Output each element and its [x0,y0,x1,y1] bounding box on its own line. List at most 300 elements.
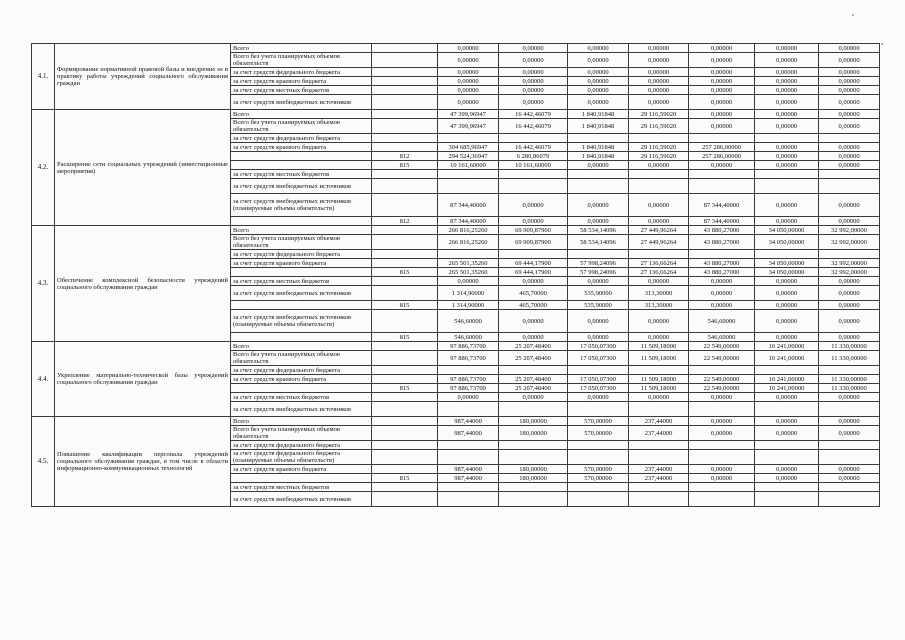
funding-source [231,384,372,393]
amount-cell: 0,00000 [819,333,880,342]
amount-cell: 0,00000 [568,277,629,286]
amount-cell [755,441,819,450]
amount-cell: 16 442,46079 [499,110,568,119]
amount-cell: 27 136,66264 [629,268,689,277]
amount-cell [499,441,568,450]
funding-source: Всего [231,44,372,53]
amount-cell: 43 880,27000 [689,226,755,235]
amount-cell: 0,00000 [499,68,568,77]
amount-cell: 0,00000 [755,110,819,119]
amount-cell: 0,00000 [689,277,755,286]
funding-source: за счет средств местных бюджетов [231,170,372,179]
funding-source: Всего без учета планируемых объемов обязательств [231,235,372,250]
amount-cell: 987,44000 [438,474,499,483]
amount-cell [755,366,819,375]
amount-cell [819,450,880,465]
funding-source: Всего [231,417,372,426]
amount-cell: 0,00000 [755,286,819,301]
amount-cell: 0,00000 [568,53,629,68]
amount-cell [438,179,499,194]
amount-cell: 0,00000 [755,417,819,426]
amount-cell: 535,90000 [568,286,629,301]
funding-source: Всего [231,226,372,235]
funding-source: за счет средств внебюджетных источников [231,286,372,301]
amount-cell: 0,00000 [689,161,755,170]
amount-cell [755,170,819,179]
amount-cell: 0,00000 [689,465,755,474]
amount-cell [629,366,689,375]
amount-cell: 237,44000 [629,426,689,441]
funding-source: за счет средств краевого бюджета [231,465,372,474]
amount-cell: 25 207,48400 [499,375,568,384]
amount-cell: 570,00000 [568,474,629,483]
amount-cell [499,134,568,143]
amount-cell: 69 909,87900 [499,226,568,235]
amount-cell: 0,00000 [499,95,568,110]
amount-cell [438,366,499,375]
amount-cell: 29 116,59020 [629,110,689,119]
amount-cell [629,483,689,492]
amount-cell: 29 116,59020 [629,143,689,152]
funding-source [231,217,372,226]
amount-cell: 0,00000 [438,44,499,53]
budget-code [372,53,438,68]
amount-cell: 0,00000 [689,53,755,68]
amount-cell: 180,00000 [499,426,568,441]
budget-code: 812 [372,152,438,161]
amount-cell: 0,00000 [689,86,755,95]
amount-cell [629,450,689,465]
amount-cell: 987,44000 [438,426,499,441]
funding-source: за счет средств федерального бюджета [231,134,372,143]
amount-cell: 0,00000 [629,333,689,342]
amount-cell [568,170,629,179]
amount-cell: 11 330,00000 [819,375,880,384]
funding-source [231,152,372,161]
amount-cell: 0,00000 [755,86,819,95]
amount-cell: 313,30000 [629,286,689,301]
amount-cell: 22 549,00000 [689,342,755,351]
amount-cell [819,250,880,259]
amount-cell: 1 840,91848 [568,110,629,119]
amount-cell: 0,00000 [819,143,880,152]
amount-cell: 0,00000 [629,194,689,217]
budget-code: 815 [372,301,438,310]
amount-cell: 0,00000 [499,86,568,95]
amount-cell: 0,00000 [689,426,755,441]
amount-cell: 0,00000 [755,474,819,483]
amount-cell [819,441,880,450]
amount-cell: 34 050,00000 [755,226,819,235]
amount-cell: 57 998,24096 [568,259,629,268]
amount-cell: 0,00000 [819,95,880,110]
budget-code [372,310,438,333]
amount-cell [755,483,819,492]
amount-cell: 34 050,00000 [755,235,819,250]
funding-source [231,333,372,342]
amount-cell: 17 050,07300 [568,351,629,366]
amount-cell: 0,00000 [629,310,689,333]
amount-cell [755,134,819,143]
amount-cell: 1 840,91848 [568,143,629,152]
amount-cell [819,402,880,417]
budget-code [372,86,438,95]
budget-code [372,143,438,152]
amount-cell: 0,00000 [819,77,880,86]
amount-cell: 27 449,96264 [629,235,689,250]
amount-cell: 11 509,18000 [629,342,689,351]
amount-cell: 313,30000 [629,301,689,310]
amount-cell: 0,00000 [629,217,689,226]
amount-cell: 10 161,60000 [438,161,499,170]
amount-cell: 0,00000 [819,53,880,68]
funding-source: Всего без учета планируемых объемов обязательств [231,351,372,366]
amount-cell: 266 816,25260 [438,235,499,250]
amount-cell: 0,00000 [689,393,755,402]
amount-cell: 0,00000 [755,333,819,342]
amount-cell [499,179,568,194]
funding-source: за счет средств внебюджетных источников [231,179,372,194]
amount-cell: 32 992,00000 [819,235,880,250]
amount-cell: 1 840,91848 [568,152,629,161]
amount-cell: 0,00000 [755,77,819,86]
budget-code [372,393,438,402]
amount-cell [689,250,755,259]
budget-code [372,286,438,301]
amount-cell [629,492,689,507]
amount-cell: 0,00000 [819,86,880,95]
amount-cell [499,450,568,465]
amount-cell: 0,00000 [438,53,499,68]
amount-cell: 0,00000 [499,217,568,226]
amount-cell [438,250,499,259]
amount-cell: 546,60000 [689,310,755,333]
amount-cell: 0,00000 [755,95,819,110]
table-row [32,342,880,351]
amount-cell [689,402,755,417]
amount-cell: 0,00000 [568,310,629,333]
budget-code: 815 [372,384,438,393]
amount-cell [568,483,629,492]
amount-cell: 11 509,18000 [629,384,689,393]
amount-cell [499,483,568,492]
amount-cell: 32 992,00000 [819,259,880,268]
amount-cell: 58 534,14096 [568,226,629,235]
budget-code [372,417,438,426]
amount-cell: 29 116,59020 [629,119,689,134]
amount-cell: 0,00000 [689,77,755,86]
amount-cell: 0,00000 [499,77,568,86]
funding-source [231,301,372,310]
amount-cell: 11 330,00000 [819,384,880,393]
amount-cell: 22 549,00000 [689,384,755,393]
amount-cell: 546,60000 [438,310,499,333]
amount-cell: 25 207,48400 [499,384,568,393]
amount-cell: 294 524,36947 [438,152,499,161]
budget-code [372,68,438,77]
table-row [32,44,880,53]
budget-code [372,194,438,217]
amount-cell: 987,44000 [438,417,499,426]
amount-cell: 69 444,17900 [499,268,568,277]
amount-cell: 25 207,48400 [499,351,568,366]
amount-cell: 0,00000 [755,217,819,226]
amount-cell [438,441,499,450]
amount-cell: 0,00000 [819,119,880,134]
amount-cell [438,483,499,492]
amount-cell: 34 050,00000 [755,259,819,268]
amount-cell: 0,00000 [629,77,689,86]
budget-code [372,483,438,492]
amount-cell [689,366,755,375]
amount-cell [568,402,629,417]
amount-cell: 0,00000 [755,119,819,134]
amount-cell: 0,00000 [689,286,755,301]
funding-source: Всего без учета планируемых объемов обязательств [231,53,372,68]
funding-source: за счет средств внебюджетных источников [231,492,372,507]
funding-source: за счет средств краевого бюджета [231,77,372,86]
amount-cell: 10 161,60000 [499,161,568,170]
budget-code: 815 [372,268,438,277]
amount-cell [819,170,880,179]
amount-cell: 97 886,73700 [438,342,499,351]
amount-cell: 0,00000 [568,86,629,95]
amount-cell: 0,00000 [689,95,755,110]
amount-cell: 87 344,40000 [689,217,755,226]
budget-code [372,95,438,110]
amount-cell: 465,70000 [499,286,568,301]
amount-cell: 0,00000 [819,152,880,161]
amount-cell: 180,00000 [499,474,568,483]
budget-code [372,441,438,450]
amount-cell: 11 509,18000 [629,351,689,366]
amount-cell [438,402,499,417]
amount-cell: 32 992,00000 [819,226,880,235]
amount-cell: 11 330,00000 [819,351,880,366]
section-number: 4.1. [32,44,55,110]
funding-source: за счет средств федерального бюджета (планируемые объемы обязательств) [231,450,372,465]
amount-cell [689,134,755,143]
amount-cell: 237,44000 [629,474,689,483]
amount-cell: 0,00000 [755,152,819,161]
amount-cell [689,441,755,450]
amount-cell: 0,00000 [819,474,880,483]
amount-cell: 97 886,73700 [438,351,499,366]
amount-cell: 0,00000 [568,217,629,226]
measure-name: Формирование нормативной правовой базы и внедрение ее в практику работы учреждений социального обслуживания граждан [55,44,231,110]
amount-cell: 0,00000 [438,77,499,86]
table-row [32,417,880,426]
amount-cell: 0,00000 [629,95,689,110]
amount-cell: 0,00000 [499,44,568,53]
amount-cell [629,402,689,417]
funding-source: Всего без учета планируемых объемов обязательств [231,426,372,441]
amount-cell: 69 909,87900 [499,235,568,250]
budget-code [372,77,438,86]
amount-cell [499,250,568,259]
amount-cell: 0,00000 [629,161,689,170]
amount-cell: 0,00000 [499,53,568,68]
amount-cell: 22 549,00000 [689,375,755,384]
funding-source: за счет средств местных бюджетов [231,483,372,492]
budget-table-body [32,44,880,507]
section-number: 4.3. [32,226,55,342]
section-number: 4.4. [32,342,55,417]
amount-cell: 17 050,07300 [568,384,629,393]
amount-cell: 0,00000 [755,53,819,68]
amount-cell: 0,00000 [755,68,819,77]
amount-cell [819,134,880,143]
amount-cell: 0,00000 [819,426,880,441]
amount-cell: 10 241,00000 [755,342,819,351]
amount-cell: 0,00000 [438,86,499,95]
amount-cell [438,170,499,179]
amount-cell [755,450,819,465]
amount-cell: 0,00000 [819,310,880,333]
amount-cell: 0,00000 [819,465,880,474]
funding-source: за счет средств федерального бюджета [231,68,372,77]
amount-cell: 0,00000 [629,53,689,68]
measure-name: Укрепление материально-технической базы учреждений социального обслуживания граждан [55,342,231,417]
amount-cell: 0,00000 [819,161,880,170]
amount-cell: 237,44000 [629,465,689,474]
amount-cell: 17 050,07300 [568,375,629,384]
amount-cell: 43 880,27000 [689,235,755,250]
amount-cell: 0,00000 [499,194,568,217]
amount-cell [629,250,689,259]
amount-cell [568,366,629,375]
amount-cell: 57 998,24096 [568,268,629,277]
funding-source: Всего без учета планируемых объемов обязательств [231,119,372,134]
funding-source: за счет средств краевого бюджета [231,375,372,384]
budget-code [372,492,438,507]
budget-code [372,342,438,351]
amount-cell: 0,00000 [819,217,880,226]
amount-cell: 27 136,66264 [629,259,689,268]
funding-source: за счет средств местных бюджетов [231,86,372,95]
amount-cell [568,492,629,507]
amount-cell: 257 286,00000 [689,152,755,161]
funding-source: за счет средств федерального бюджета [231,441,372,450]
amount-cell: 257 286,00000 [689,143,755,152]
funding-source [231,474,372,483]
amount-cell [629,170,689,179]
amount-cell: 0,00000 [755,44,819,53]
budget-code [372,366,438,375]
funding-source: за счет средств краевого бюджета [231,143,372,152]
amount-cell: 0,00000 [438,393,499,402]
amount-cell [689,483,755,492]
amount-cell: 0,00000 [689,417,755,426]
amount-cell: 0,00000 [819,44,880,53]
funding-source: за счет средств внебюджетных источников (планируемые объемы обязательств) [231,194,372,217]
amount-cell: 546,60000 [689,333,755,342]
amount-cell [438,134,499,143]
amount-cell: 25 207,48400 [499,342,568,351]
measure-name: Обеспечение комплексной безопасности учреждений социального обслуживания граждан [55,226,231,342]
budget-code [372,110,438,119]
amount-cell [438,492,499,507]
amount-cell: 0,00000 [568,95,629,110]
budget-code [372,235,438,250]
amount-cell [499,170,568,179]
budget-code [372,450,438,465]
amount-cell: 43 880,27000 [689,268,755,277]
amount-cell: 0,00000 [629,44,689,53]
amount-cell [499,366,568,375]
amount-cell: 10 241,00000 [755,351,819,366]
amount-cell: 265 501,35260 [438,268,499,277]
amount-cell: 465,70000 [499,301,568,310]
amount-cell [755,492,819,507]
amount-cell [689,179,755,194]
amount-cell: 0,00000 [819,301,880,310]
amount-cell [819,483,880,492]
funding-source: Всего [231,110,372,119]
amount-cell: 0,00000 [438,277,499,286]
funding-source: за счет средств внебюджетных источников (планируемые объемы обязательств) [231,310,372,333]
amount-cell: 34 050,00000 [755,268,819,277]
amount-cell [568,179,629,194]
amount-cell [689,492,755,507]
amount-cell: 0,00000 [689,474,755,483]
amount-cell [499,492,568,507]
amount-cell: 0,00000 [819,68,880,77]
amount-cell: 0,00000 [568,44,629,53]
budget-code [372,44,438,53]
budget-code [372,226,438,235]
amount-cell: 0,00000 [689,44,755,53]
amount-cell: 0,00000 [819,417,880,426]
amount-cell: 0,00000 [438,68,499,77]
budget-code [372,134,438,143]
amount-cell: 570,00000 [568,465,629,474]
amount-cell: 87 344,40000 [438,217,499,226]
funding-source: за счет средств внебюджетных источников [231,95,372,110]
amount-cell [568,450,629,465]
amount-cell [689,450,755,465]
budget-code [372,426,438,441]
funding-source: за счет средств внебюджетных источников [231,402,372,417]
table-row [32,110,880,119]
amount-cell: 0,00000 [438,95,499,110]
budget-code [372,277,438,286]
budget-code: 812 [372,217,438,226]
amount-cell: 97 886,73700 [438,375,499,384]
amount-cell: 0,00000 [755,194,819,217]
amount-cell [819,366,880,375]
amount-cell: 0,00000 [499,310,568,333]
amount-cell [819,492,880,507]
measure-name: Повышение квалификации персонала учреждений социального обслуживания граждан, в том числе в области информационно-коммуникационных технологий [55,417,231,507]
measure-name: Расширение сети социальных учреждений (инвестиционные мероприятия) [55,110,231,226]
amount-cell: 0,00000 [819,194,880,217]
budget-code: 815 [372,161,438,170]
amount-cell: 0,00000 [568,77,629,86]
amount-cell: 0,00000 [755,393,819,402]
amount-cell: 180,00000 [499,417,568,426]
amount-cell: 58 534,14096 [568,235,629,250]
funding-source [231,161,372,170]
amount-cell: 10 241,00000 [755,375,819,384]
amount-cell: 0,00000 [819,286,880,301]
funding-source: за счет средств федерального бюджета [231,366,372,375]
amount-cell: 0,00000 [629,393,689,402]
amount-cell: 0,00000 [568,333,629,342]
scan-speck [852,14,854,16]
amount-cell: 16 442,46079 [499,119,568,134]
amount-cell [629,441,689,450]
